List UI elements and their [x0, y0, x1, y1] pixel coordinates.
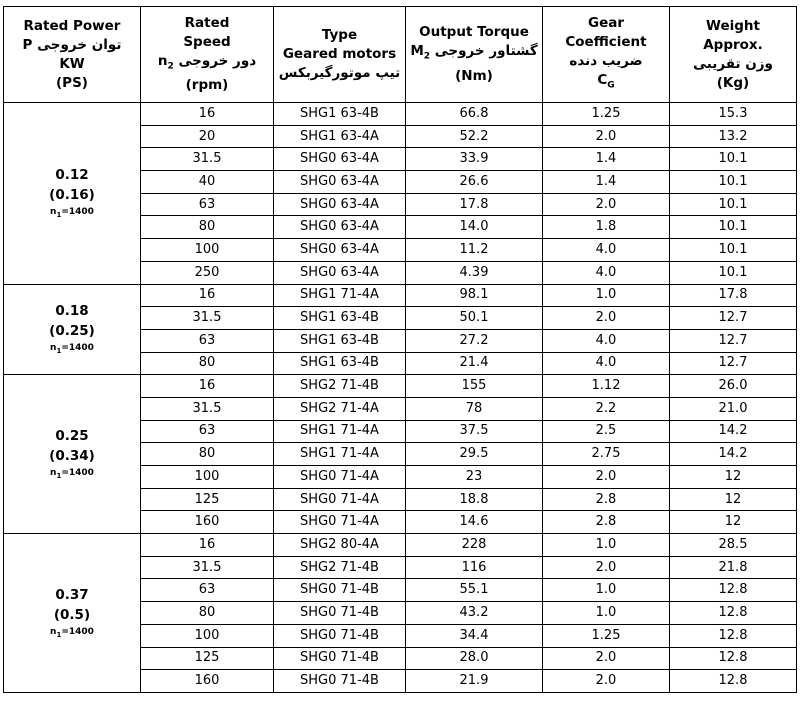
type-cell: SHG1 63-4B	[274, 103, 406, 126]
gear-cell: 1.8	[543, 216, 670, 239]
gear-cell: 1.0	[543, 579, 670, 602]
speed-cell: 20	[141, 125, 274, 148]
torque-cell: 29.5	[406, 443, 543, 466]
torque-cell: 26.6	[406, 171, 543, 194]
torque-cell: 23	[406, 466, 543, 489]
torque-cell: 4.39	[406, 261, 543, 284]
gear-cell: 1.0	[543, 284, 670, 307]
gear-cell: 2.8	[543, 511, 670, 534]
weight-cell: 10.1	[670, 193, 797, 216]
header-rated-speed: Rated Speed $n_2$ دور خروجی (rpm)	[141, 7, 274, 103]
torque-cell: 21.9	[406, 670, 543, 693]
type-cell: SHG0 71-4A	[274, 466, 406, 489]
gear-cell: 4.0	[543, 329, 670, 352]
gear-cell: 1.25	[543, 103, 670, 126]
type-cell: SHG1 63-4B	[274, 329, 406, 352]
speed-cell: 31.5	[141, 307, 274, 330]
speed-cell: 125	[141, 647, 274, 670]
table-row	[4, 103, 797, 126]
input-speed-note: $n_1=1400$	[50, 467, 94, 480]
gear-cell: 2.0	[543, 307, 670, 330]
weight-cell: 12.8	[670, 624, 797, 647]
speed-cell: 31.5	[141, 397, 274, 420]
weight-cell: 21.8	[670, 556, 797, 579]
spec-table-body	[4, 103, 797, 693]
torque-cell: 37.5	[406, 420, 543, 443]
gear-cell: 1.4	[543, 148, 670, 171]
input-speed-note: $n_1=1400$	[50, 206, 94, 219]
header-row	[4, 7, 797, 103]
weight-cell: 10.1	[670, 171, 797, 194]
geared-motor-spec-table	[3, 6, 797, 693]
speed-cell: 80	[141, 352, 274, 375]
gear-cell: 2.5	[543, 420, 670, 443]
torque-cell: 155	[406, 375, 543, 398]
weight-cell: 12	[670, 466, 797, 489]
speed-cell: 80	[141, 602, 274, 625]
type-cell: SHG0 63-4A	[274, 239, 406, 262]
speed-cell: 63	[141, 193, 274, 216]
header-gear-coefficient: Gear Coefficient ضریب دنده $C_G$	[543, 7, 670, 103]
speed-cell: 40	[141, 171, 274, 194]
torque-cell: 18.8	[406, 488, 543, 511]
power-group-cell	[4, 375, 141, 534]
weight-cell: 12.8	[670, 602, 797, 625]
torque-cell: 78	[406, 397, 543, 420]
type-cell: SHG0 71-4B	[274, 602, 406, 625]
speed-cell: 31.5	[141, 556, 274, 579]
speed-cell: 63	[141, 579, 274, 602]
power-kw: 0.37	[55, 586, 89, 603]
speed-cell: 16	[141, 284, 274, 307]
input-speed-note: $n_1=1400$	[50, 342, 94, 355]
header-weight: Weight Approx. وزن تقریبی (Kg)	[670, 7, 797, 103]
weight-cell: 13.2	[670, 125, 797, 148]
torque-cell: 21.4	[406, 352, 543, 375]
header-type: Type Geared motors تیپ موتورگیربکس	[274, 7, 406, 103]
gear-cell: 4.0	[543, 261, 670, 284]
weight-cell: 12.7	[670, 329, 797, 352]
type-cell: SHG0 63-4A	[274, 171, 406, 194]
gear-cell: 2.0	[543, 670, 670, 693]
power-kw: 0.12	[55, 166, 89, 183]
power-group-cell	[4, 103, 141, 285]
torque-cell: 34.4	[406, 624, 543, 647]
gear-cell: 2.0	[543, 647, 670, 670]
torque-cell: 14.0	[406, 216, 543, 239]
weight-cell: 12	[670, 511, 797, 534]
speed-cell: 16	[141, 534, 274, 557]
torque-cell: 116	[406, 556, 543, 579]
weight-cell: 14.2	[670, 420, 797, 443]
torque-cell: 14.6	[406, 511, 543, 534]
table-row	[4, 534, 797, 557]
torque-cell: 98.1	[406, 284, 543, 307]
gear-cell: 2.0	[543, 125, 670, 148]
gear-cell: 1.12	[543, 375, 670, 398]
type-cell: SHG0 71-4B	[274, 670, 406, 693]
speed-cell: 100	[141, 239, 274, 262]
table-row	[4, 284, 797, 307]
weight-cell: 14.2	[670, 443, 797, 466]
type-cell: SHG2 71-4B	[274, 375, 406, 398]
type-cell: SHG2 71-4A	[274, 397, 406, 420]
gear-cell: 4.0	[543, 239, 670, 262]
speed-cell: 80	[141, 216, 274, 239]
weight-cell: 12.8	[670, 647, 797, 670]
weight-cell: 10.1	[670, 261, 797, 284]
type-cell: SHG0 63-4A	[274, 216, 406, 239]
weight-cell: 10.1	[670, 148, 797, 171]
speed-cell: 63	[141, 329, 274, 352]
type-cell: SHG1 63-4B	[274, 352, 406, 375]
speed-cell: 160	[141, 511, 274, 534]
power-kw: 0.25	[55, 427, 89, 444]
gear-cell: 2.0	[543, 466, 670, 489]
torque-cell: 17.8	[406, 193, 543, 216]
type-cell: SHG0 71-4B	[274, 624, 406, 647]
type-cell: SHG0 71-4B	[274, 579, 406, 602]
speed-cell: 80	[141, 443, 274, 466]
type-cell: SHG0 71-4A	[274, 511, 406, 534]
weight-cell: 12.7	[670, 352, 797, 375]
weight-cell: 12.8	[670, 670, 797, 693]
type-cell: SHG1 63-4B	[274, 307, 406, 330]
speed-cell: 31.5	[141, 148, 274, 171]
type-cell: SHG1 71-4A	[274, 284, 406, 307]
gear-cell: 1.4	[543, 171, 670, 194]
power-ps: (0.34)	[49, 447, 95, 464]
weight-cell: 10.1	[670, 239, 797, 262]
type-cell: SHG0 71-4B	[274, 647, 406, 670]
torque-cell: 52.2	[406, 125, 543, 148]
type-cell: SHG0 63-4A	[274, 261, 406, 284]
weight-cell: 26.0	[670, 375, 797, 398]
type-cell: SHG2 80-4A	[274, 534, 406, 557]
type-cell: SHG1 71-4A	[274, 420, 406, 443]
type-cell: SHG0 63-4A	[274, 193, 406, 216]
table-row	[4, 375, 797, 398]
power-group-cell	[4, 534, 141, 693]
power-kw: 0.18	[55, 302, 89, 319]
gear-cell: 1.0	[543, 534, 670, 557]
weight-cell: 10.1	[670, 216, 797, 239]
power-ps: (0.5)	[53, 606, 91, 623]
speed-cell: 100	[141, 624, 274, 647]
header-rated-power: Rated Power توان خروجی P KW (PS)	[4, 7, 141, 103]
torque-cell: 50.1	[406, 307, 543, 330]
weight-cell: 17.8	[670, 284, 797, 307]
gear-cell: 2.0	[543, 556, 670, 579]
torque-cell: 27.2	[406, 329, 543, 352]
gear-cell: 2.75	[543, 443, 670, 466]
type-cell: SHG1 63-4A	[274, 125, 406, 148]
gear-cell: 1.25	[543, 624, 670, 647]
speed-cell: 160	[141, 670, 274, 693]
torque-cell: 43.2	[406, 602, 543, 625]
torque-cell: 11.2	[406, 239, 543, 262]
power-ps: (0.25)	[49, 322, 95, 339]
power-group-cell	[4, 284, 141, 375]
type-cell: SHG1 71-4A	[274, 443, 406, 466]
header-output-torque: Output Torque $M_2$ گشتاور خروجی (Nm)	[406, 7, 543, 103]
weight-cell: 12.8	[670, 579, 797, 602]
power-ps: (0.16)	[49, 186, 95, 203]
type-cell: SHG2 71-4B	[274, 556, 406, 579]
speed-cell: 16	[141, 103, 274, 126]
torque-cell: 33.9	[406, 148, 543, 171]
torque-cell: 28.0	[406, 647, 543, 670]
input-speed-note: $n_1=1400$	[50, 626, 94, 639]
speed-cell: 125	[141, 488, 274, 511]
weight-cell: 28.5	[670, 534, 797, 557]
type-cell: SHG0 63-4A	[274, 148, 406, 171]
weight-cell: 21.0	[670, 397, 797, 420]
weight-cell: 12.7	[670, 307, 797, 330]
speed-cell: 100	[141, 466, 274, 489]
torque-cell: 55.1	[406, 579, 543, 602]
gear-cell: 1.0	[543, 602, 670, 625]
torque-cell: 228	[406, 534, 543, 557]
gear-cell: 2.0	[543, 193, 670, 216]
gear-cell: 2.8	[543, 488, 670, 511]
speed-cell: 16	[141, 375, 274, 398]
weight-cell: 15.3	[670, 103, 797, 126]
speed-cell: 63	[141, 420, 274, 443]
torque-cell: 66.8	[406, 103, 543, 126]
type-cell: SHG0 71-4A	[274, 488, 406, 511]
weight-cell: 12	[670, 488, 797, 511]
gear-cell: 2.2	[543, 397, 670, 420]
speed-cell: 250	[141, 261, 274, 284]
gear-cell: 4.0	[543, 352, 670, 375]
